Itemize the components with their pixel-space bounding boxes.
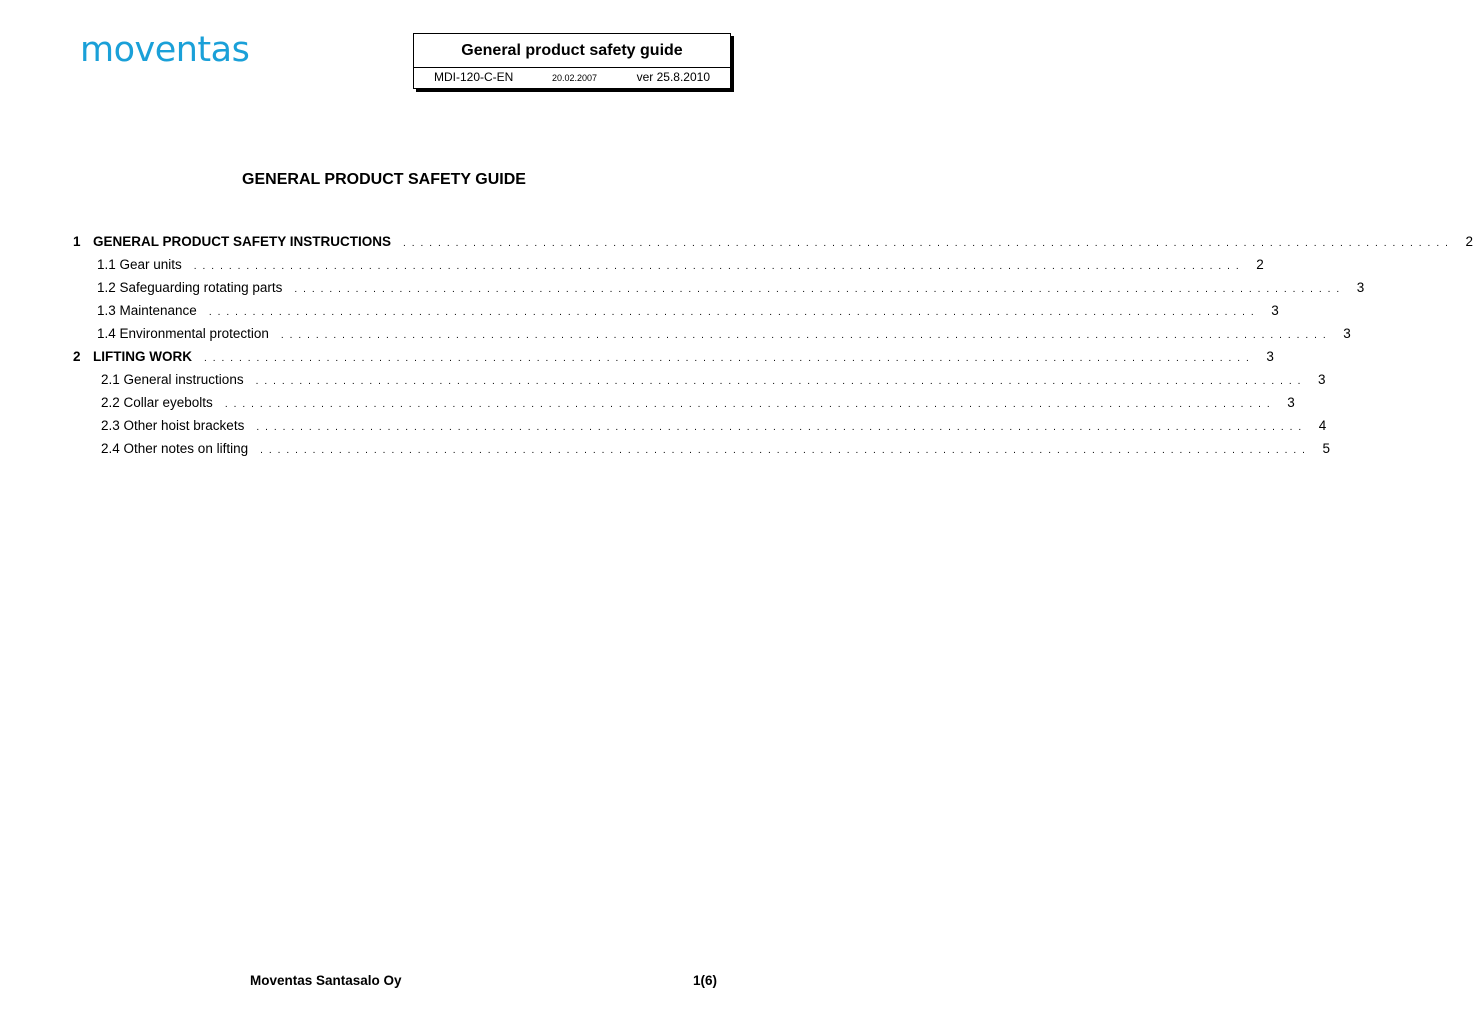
toc-entry-title: 2.2 Collar eyebolts — [101, 395, 213, 410]
toc-entry-number: 1 — [73, 234, 81, 249]
toc-entry[interactable] — [97, 255, 1264, 275]
toc-entry[interactable] — [97, 324, 1351, 344]
toc-entry-label — [97, 324, 269, 344]
header-box-title: General product safety guide — [461, 42, 683, 59]
toc-entry-page: 3 — [1266, 349, 1274, 364]
toc-entry[interactable] — [101, 416, 1327, 436]
toc-entry[interactable] — [97, 278, 1365, 298]
toc-entry-title: 2.1 General instructions — [101, 372, 244, 387]
toc-entry-title: 2.4 Other notes on lifting — [101, 441, 249, 456]
toc-dot-leader: . . . . . . . . . . . . . . . . . . . . . . . . . . . . . . . . . . . . . . . . . . . . . . . . . . . . . . . . . . . . . . . . . . . . . . . . . . . . . . . . . . . . . . . . . . . . . . . . . . . . . . . . . . . . . . . . . . . . . . . . — [256, 422, 1303, 433]
toc-entry-page: 3 — [1318, 372, 1326, 387]
toc-entry[interactable] — [101, 393, 1295, 413]
document-version: ver 25.8.2010 — [636, 70, 710, 84]
toc-entry-page: 3 — [1271, 303, 1279, 318]
toc-entry-page: 2 — [1256, 257, 1264, 272]
toc-entry-label — [73, 347, 192, 367]
document-header-box — [413, 33, 731, 89]
toc-entry-title: 1.2 Safeguarding rotating parts — [97, 280, 283, 295]
toc-dot-leader: . . . . . . . . . . . . . . . . . . . . . . . . . . . . . . . . . . . . . . . . . . . . . . . . . . . . . . . . . . . . . . . . . . . . . . . . . . . . . . . . . . . . . . . . . . . . . . . . . . . . . . . . . . . . . . . . . . . . . . . . — [208, 307, 1256, 318]
document-date: 20.02.2007 — [552, 73, 598, 83]
toc-entry-label — [97, 278, 282, 298]
toc-dot-leader: . . . . . . . . . . . . . . . . . . . . . . . . . . . . . . . . . . . . . . . . . . . . . . . . . . . . . . . . . . . . . . . . . . . . . . . . . . . . . . . . . . . . . . . . . . . . . . . . . . . . . . . . . . . . . . . . . . . . . . . . — [403, 238, 1450, 249]
toc-entry[interactable] — [73, 232, 1473, 252]
toc-entry[interactable] — [101, 370, 1326, 390]
toc-dot-leader: . . . . . . . . . . . . . . . . . . . . . . . . . . . . . . . . . . . . . . . . . . . . . . . . . . . . . . . . . . . . . . . . . . . . . . . . . . . . . . . . . . . . . . . . . . . . . . . . . . . . . . . . . . . . . . . . . . . . . . . . — [260, 445, 1307, 456]
toc-entry-title: 1.1 Gear units — [97, 257, 182, 272]
toc-entry-title: LIFTING WORK — [93, 349, 192, 364]
toc-dot-leader: . . . . . . . . . . . . . . . . . . . . . . . . . . . . . . . . . . . . . . . . . . . . . . . . . . . . . . . . . . . . . . . . . . . . . . . . . . . . . . . . . . . . . . . . . . . . . . . . . . . . . . . . . . . . . . . . . . . . . . . . — [280, 330, 1328, 341]
footer-company: Moventas Santasalo Oy — [250, 973, 402, 988]
toc-entry-label — [101, 370, 244, 390]
toc-entry-label — [101, 439, 248, 459]
toc-entry-page: 5 — [1322, 441, 1331, 456]
toc-entry-label — [101, 393, 213, 413]
toc-entry-title: 2.3 Other hoist brackets — [101, 418, 245, 433]
toc-dot-leader: . . . . . . . . . . . . . . . . . . . . . . . . . . . . . . . . . . . . . . . . . . . . . . . . . . . . . . . . . . . . . . . . . . . . . . . . . . . . . . . . . . . . . . . . . . . . . . . . . . . . . . . . . . . . . . . . . . . . . . . . — [193, 261, 1241, 272]
footer-page-number: 1(6) — [693, 973, 718, 988]
toc-entry-page: 3 — [1287, 395, 1295, 410]
company-logo: moventas — [80, 30, 250, 70]
toc-dot-leader: . . . . . . . . . . . . . . . . . . . . . . . . . . . . . . . . . . . . . . . . . . . . . . . . . . . . . . . . . . . . . . . . . . . . . . . . . . . . . . . . . . . . . . . . . . . . . . . . . . . . . . . . . . . . . . . . . . . . . . . . — [294, 284, 1341, 295]
toc-entry-page: 3 — [1356, 280, 1365, 295]
toc-dot-leader: . . . . . . . . . . . . . . . . . . . . . . . . . . . . . . . . . . . . . . . . . . . . . . . . . . . . . . . . . . . . . . . . . . . . . . . . . . . . . . . . . . . . . . . . . . . . . . . . . . . . . . . . . . . . . . . . . . . . . . . . — [224, 399, 1272, 410]
header-divider — [414, 67, 730, 68]
toc-entry-page: 3 — [1343, 326, 1351, 341]
toc-entry-label — [97, 301, 197, 321]
toc-entry-title: 1.4 Environmental protection — [97, 326, 269, 341]
toc-entry-page: 4 — [1318, 418, 1327, 433]
toc-entry-label — [73, 232, 391, 252]
toc-entry-label — [101, 416, 244, 436]
toc-entry-page: 2 — [1465, 234, 1473, 249]
toc-dot-leader: . . . . . . . . . . . . . . . . . . . . . . . . . . . . . . . . . . . . . . . . . . . . . . . . . . . . . . . . . . . . . . . . . . . . . . . . . . . . . . . . . . . . . . . . . . . . . . . . . . . . . . . . . . . . . . . . . . . . . . . . — [203, 353, 1251, 364]
page-title: GENERAL PRODUCT SAFETY GUIDE — [242, 171, 526, 188]
toc-entry-number: 2 — [73, 349, 81, 364]
toc-entry[interactable] — [97, 301, 1279, 321]
toc-entry-label — [97, 255, 182, 275]
toc-entry-title: 1.3 Maintenance — [97, 303, 197, 318]
toc-dot-leader: . . . . . . . . . . . . . . . . . . . . . . . . . . . . . . . . . . . . . . . . . . . . . . . . . . . . . . . . . . . . . . . . . . . . . . . . . . . . . . . . . . . . . . . . . . . . . . . . . . . . . . . . . . . . . . . . . . . . . . . . — [255, 376, 1302, 387]
toc-entry[interactable] — [101, 439, 1331, 459]
document-code: MDI-120-C-EN — [434, 70, 514, 84]
toc-entry[interactable] — [73, 347, 1274, 367]
toc-entry-title: GENERAL PRODUCT SAFETY INSTRUCTIONS — [93, 234, 392, 249]
